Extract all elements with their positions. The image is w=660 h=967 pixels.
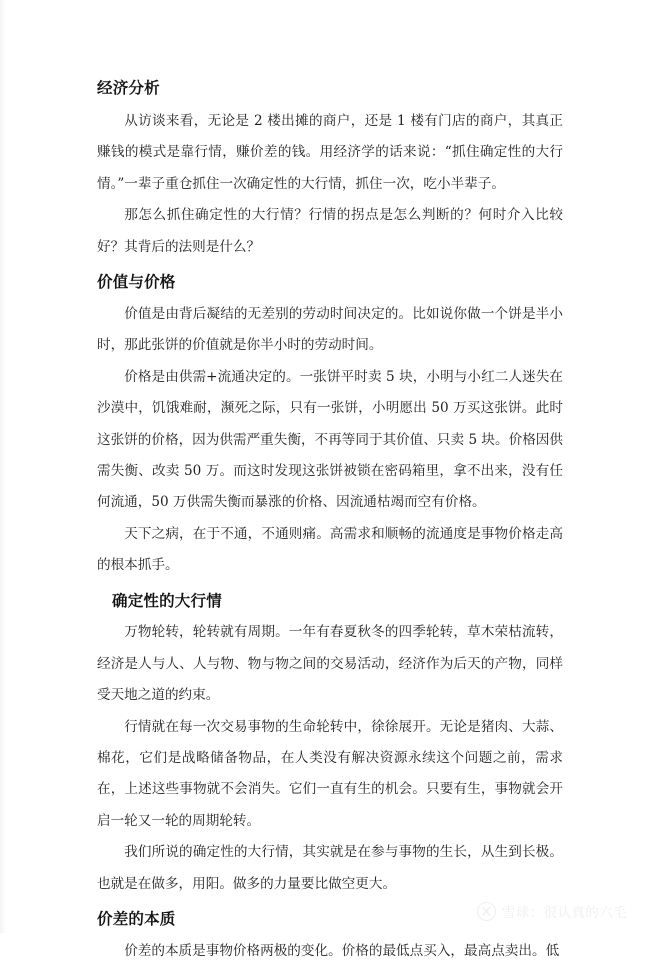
section-heading-value-and-price: 价值与价格 bbox=[97, 272, 176, 291]
section-heading-essence-of-spread: 价差的本质 bbox=[97, 910, 176, 929]
page-scan-edge bbox=[0, 0, 7, 933]
document-body bbox=[97, 78, 563, 967]
watermark-text: 雪球：很认真的六毛 bbox=[501, 905, 627, 921]
paragraph: 价值是由背后凝结的无差别的劳动时间决定的。比如说你做一个饼是半小时，那此张饼的价值就是你半小时的劳动时间。 bbox=[97, 305, 563, 354]
paragraph: 万物轮转，轮转就有周期。一年有春夏秋冬的四季轮转，草木荣枯流转，经济是人与人、人与物、物与物之间的交易活动，经济作为后天的产物，同样受天地之道的约束。 bbox=[97, 624, 563, 704]
xueqiu-logo-icon bbox=[477, 902, 496, 921]
paragraph: 价差的本质是事物价格两极的变化。价格的最低点买入，最高点卖出。低 bbox=[124, 943, 560, 960]
section-heading-economic-analysis: 经济分析 bbox=[97, 79, 160, 97]
paragraph: 价格是由供需+流通决定的。一张饼平时卖 5 块，小明与小红二人迷失在沙漠中，饥饿难耐，濒死之际，只有一张饼，小明愿出 50 万买这张饼。此时这张饼的价格，因为供需严重失衡，不再等同于其价值、只卖 5 块。价格因供需失衡、改卖 50 万。而这时发现这张饼被锁在密码箱里，拿不出来，没有任何流通，50 万供需失衡而暴涨的价格、因流通枯竭而空有价格。 bbox=[97, 368, 563, 511]
paragraph: 从访谈来看，无论是 2 楼出摊的商户，还是 1 楼有门店的商户，其真正赚钱的模式是靠行情，赚价差的钱。用经济学的话来说：“抓住确定性的大行情。”一辈子重仓抓住一次确定性的大行情，抓住一次，吃小半辈子。 bbox=[97, 112, 563, 192]
paragraph: 那怎么抓住确定性的大行情？行情的拐点是怎么判断的？何时介入比较好？其背后的法则是什么？ bbox=[97, 207, 563, 255]
paragraph: 天下之病，在于不通，不通则痛。高需求和顺畅的流通度是事物价格走高的根本抓手。 bbox=[97, 525, 563, 574]
section-heading-certain-big-trend: 确定性的大行情 bbox=[112, 591, 222, 610]
paragraph: 我们所说的确定性的大行情，其实就是在参与事物的生长，从生到长极。也就是在做多，用阳。做多的力量要比做空更大。 bbox=[97, 844, 563, 892]
paragraph: 行情就在每一次交易事物的生命轮转中，徐徐展开。无论是猪肉、大蒜、棉花，它们是战略储备物品，在人类没有解决资源永续这个问题之前，需求在，上述这些事物就不会消失。它们一直有生的机会。只要有生，事物就会开启一轮又一轮的周期轮转。 bbox=[97, 718, 563, 829]
watermark bbox=[477, 901, 627, 921]
